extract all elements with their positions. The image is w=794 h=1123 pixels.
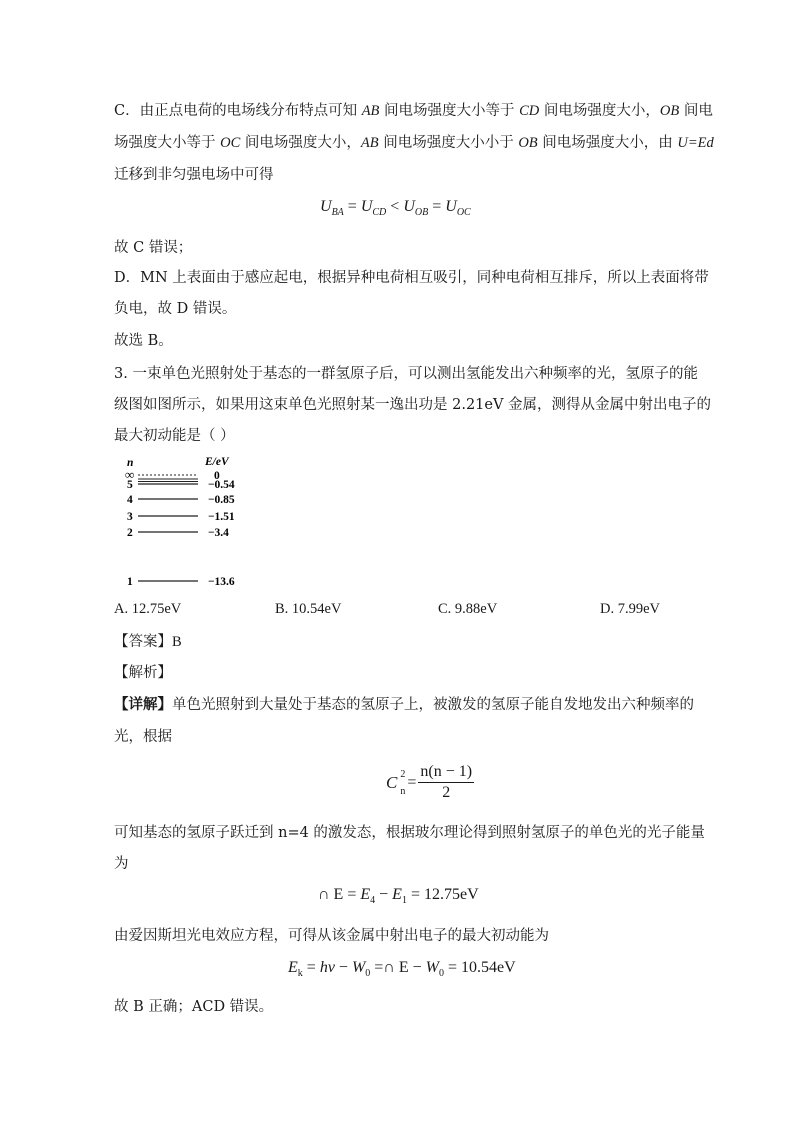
level-e-2: −3.4 [208, 527, 229, 539]
level-n-inf: ∞ [125, 467, 135, 482]
diagram-e-label: E/eV [205, 456, 229, 468]
level-n-5: 5 [127, 479, 133, 491]
option-c-line-1: C．由正点电荷的电场线分布特点可知 AB 间电场强度大小等于 CD 间电场强度大小，OB 间电 [114, 103, 713, 119]
option-d-line-2: 负电，故 D 错误。 [114, 301, 237, 317]
detail-conclusion: 故 B 正确；ACD 错误。 [114, 999, 274, 1015]
level-e-1: −13.6 [208, 576, 235, 588]
option-c-line-2: 场强度大小等于 OC 间电场强度大小，AB 间电场强度大小小于 OB 间电场强度大小，由 U=Ed [114, 135, 714, 151]
question-3-line-3: 最大初动能是（ ） [114, 428, 235, 444]
answer-tag: 【答案】 [114, 634, 172, 650]
level-n-3: 3 [127, 511, 133, 523]
kinetic-energy-equation: $E_k = h\nu - W_0$ =∩ $E - W_0 = 10.54eV$ [288, 959, 516, 979]
option-d-line-1: D．MN 上表面由于感应起电，根据异种电荷相互吸引，同种电荷相互排斥，所以上表面将带 [114, 270, 709, 286]
detail-tag: 【详解】 [114, 696, 172, 713]
diagram-n-label: n [127, 457, 134, 469]
option-a: A. 12.75eV [114, 601, 182, 617]
level-e-3: −1.51 [208, 511, 235, 523]
option-d: D. 7.99eV [600, 601, 661, 617]
photon-energy-equation: ∩ $E = E_4 - E_1 = 12.75eV$ [318, 886, 479, 906]
question-3-line-1: 3. 一束单色光照射处于基态的一群氢原子后，可以测出氢能发出六种频率的光，氢原子的能 [114, 366, 698, 382]
level-n-4: 4 [127, 494, 133, 506]
option-c-line-3: 迁移到非匀强电场中可得 [114, 167, 274, 183]
option-c-conclusion: 故 C 错误； [114, 240, 193, 256]
detail-line-2: 光，根据 [114, 729, 172, 745]
final-choice: 故选 B。 [114, 333, 173, 349]
detail-line-5: 由爱因斯坦光电效应方程，可得从该金属中射出电子的最大初动能为 [114, 928, 549, 944]
detail-line-3: 可知基态的氢原子跃迁到 n=4 的激发态，根据玻尔理论得到照射氢原子的单色光的光子能量 [114, 825, 705, 841]
answer-value: B [172, 634, 182, 650]
level-e-4: −0.85 [208, 494, 235, 506]
level-n-2: 2 [127, 527, 133, 539]
answer-line [114, 632, 182, 652]
combination-formula: C 2 n = $\frac{n(n - 1)}{2}$ [386, 763, 473, 801]
option-c: C. 9.88eV [438, 601, 498, 617]
voltage-equation: $U_{BA} = U_{CD} < U_{OB} = U_{OC}$ [320, 198, 471, 218]
energy-level-diagram [118, 452, 258, 592]
detail-line-4: 为 [114, 856, 129, 872]
level-e-5: −0.54 [208, 479, 235, 491]
level-e-inf: 0 [214, 470, 220, 482]
question-3-line-2: 级图如图所示，如果用这束单色光照射某一逸出功是 2.21eV 金属，测得从金属中射出电子的 [114, 397, 712, 413]
analysis-tag: 【解析】 [114, 665, 172, 681]
option-b: B. 10.54eV [275, 601, 342, 617]
level-n-1: 1 [127, 576, 133, 588]
detail-line-1: 【详解】单色光照射到大量处于基态的氢原子上，被激发的氢原子能自发地发出六种频率的 [114, 696, 694, 713]
